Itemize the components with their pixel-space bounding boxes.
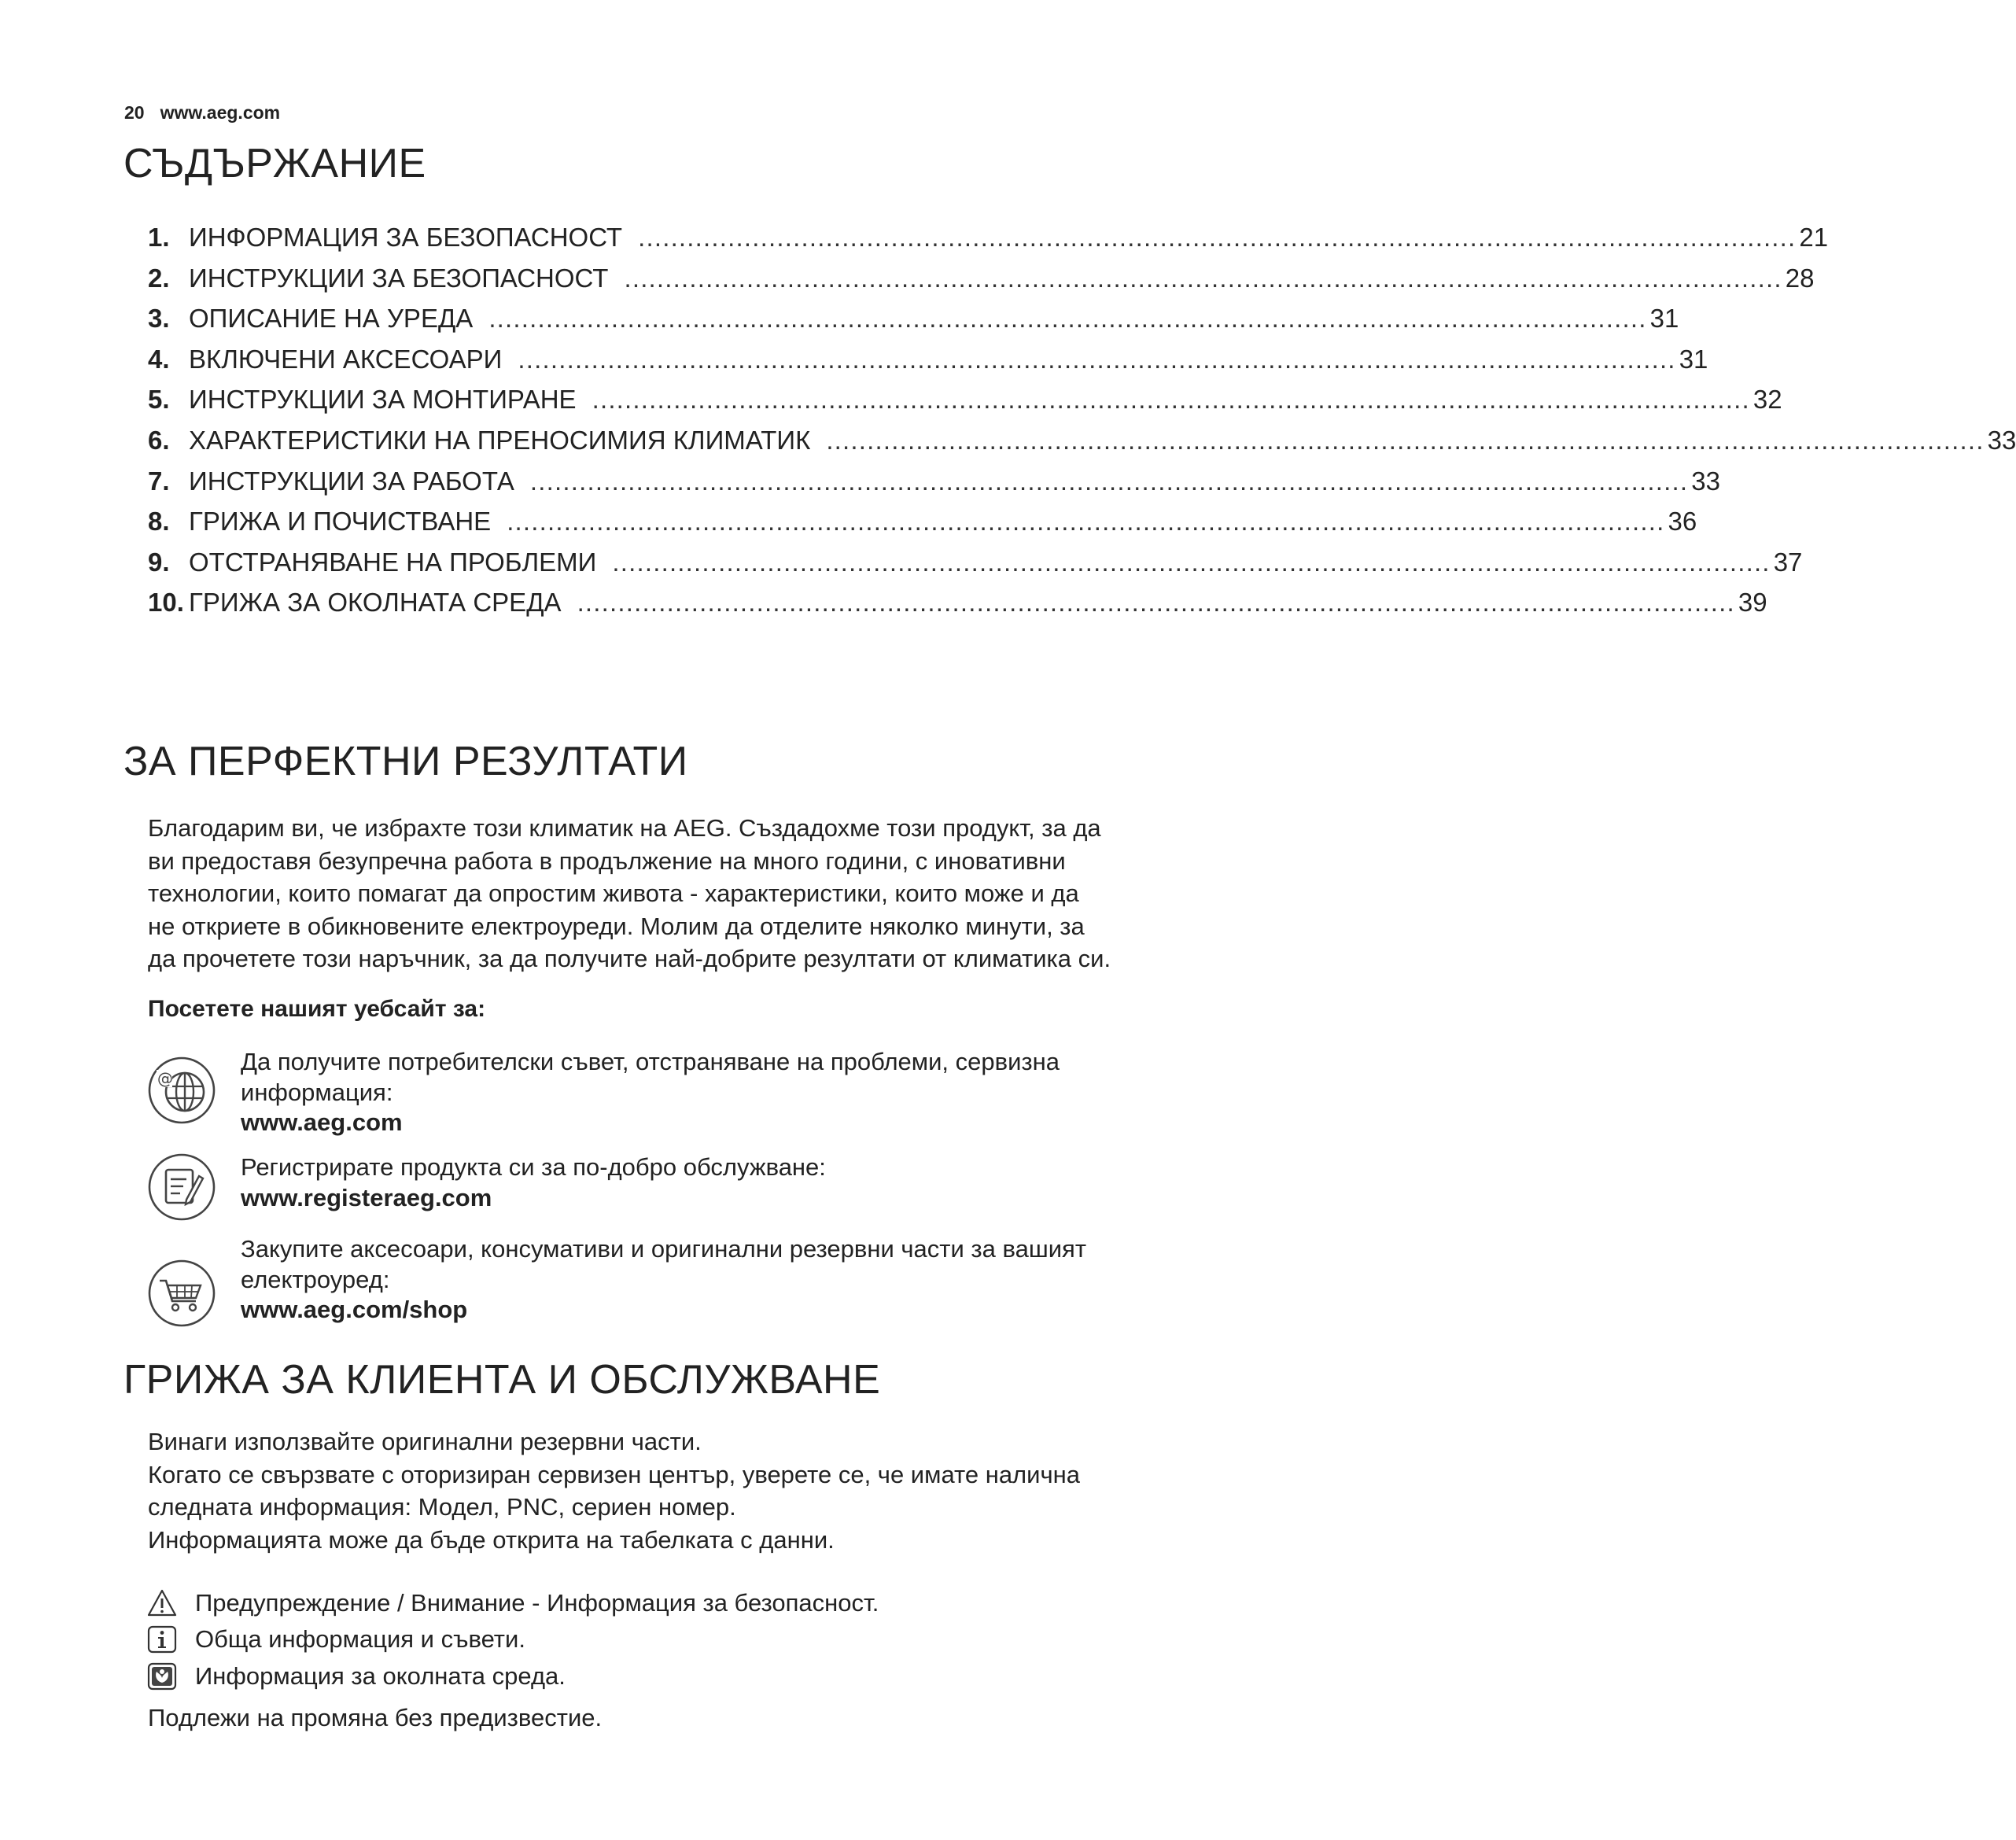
toc-entry-3[interactable] xyxy=(148,298,1679,339)
visit-item-text: Закупите аксесоари, консумативи и оригинални резервни части за вашият xyxy=(241,1235,1087,1263)
legend-info xyxy=(146,1624,525,1655)
toc-entry-title: ОПИСАНИЕ НА УРЕДА xyxy=(189,304,474,334)
toc-leader-dots: .............................................................................................................................................. xyxy=(612,547,1771,577)
intro-line: да прочетете този наръчник, за да получите най-добрите резултати от климатика си. xyxy=(148,945,1111,973)
visit-website-title: Посетете нашият уебсайт за: xyxy=(148,996,486,1022)
toc-entry-number: 10. xyxy=(148,588,184,618)
toc-entry-8[interactable] xyxy=(148,501,1697,542)
toc-entry-page: 28 xyxy=(1785,263,1815,293)
toc-entry-number: 1. xyxy=(148,223,170,252)
toc-leader-dots: .............................................................................................................................................. xyxy=(507,507,1665,537)
toc-entry-number: 7. xyxy=(148,466,170,496)
shop-website-link[interactable]: www.aeg.com/shop xyxy=(241,1296,468,1323)
toc-leader-dots: .............................................................................................................................................. xyxy=(529,466,1689,496)
toc-entry-title: ИНСТРУКЦИИ ЗА МОНТИРАНЕ xyxy=(189,385,577,415)
toc-entry-6[interactable] xyxy=(148,420,2016,461)
footer-note: Подлежи на промяна без предизвестие. xyxy=(148,1704,603,1731)
intro-line: ви предоставя безупречна работа в продължение на много години, с иновативни xyxy=(148,846,1066,875)
table-of-contents xyxy=(148,217,2016,623)
customer-care-paragraph xyxy=(148,1425,1218,1556)
toc-leader-dots: .............................................................................................................................................. xyxy=(577,588,1735,618)
visit-item-shop xyxy=(241,1234,1200,1326)
page-number: 20 xyxy=(124,102,145,123)
register-website-link[interactable]: www.registeraeg.com xyxy=(241,1183,492,1211)
toc-entry-5[interactable] xyxy=(148,379,1782,420)
toc-entry-title: ВКЛЮЧЕНИ АКСЕСОАРИ xyxy=(189,344,503,374)
toc-entry-number: 4. xyxy=(148,344,170,374)
toc-entry-number: 6. xyxy=(148,425,170,455)
toc-entry-page: 39 xyxy=(1738,588,1767,618)
toc-entry-page: 33 xyxy=(1691,466,1720,496)
intro-paragraph xyxy=(148,812,1202,975)
intro-line: не откриете в обикновените електроуреди. Молим да отделите няколко минути, за xyxy=(148,912,1085,940)
toc-entry-page: 37 xyxy=(1773,547,1803,577)
shopping-cart-icon xyxy=(147,1259,216,1328)
perfect-results-heading: ЗА ПЕРФЕКТНИ РЕЗУЛТАТИ xyxy=(123,739,688,784)
legend-environment xyxy=(146,1661,566,1692)
toc-entry-10[interactable] xyxy=(148,582,1767,623)
toc-entry-title: ГРИЖА ЗА ОКОЛНАТА СРЕДА xyxy=(189,588,562,618)
legend-warning xyxy=(146,1587,879,1619)
visit-item-text: електроуред: xyxy=(241,1265,390,1293)
toc-entry-title: ИНСТРУКЦИИ ЗА РАБОТА xyxy=(189,466,514,496)
toc-entry-2[interactable] xyxy=(148,258,1815,299)
toc-entry-page: 36 xyxy=(1668,507,1697,537)
toc-entry-number: 2. xyxy=(148,263,170,293)
toc-entry-title: ИНФОРМАЦИЯ ЗА БЕЗОПАСНОСТ xyxy=(189,223,623,252)
toc-entry-title: ГРИЖА И ПОЧИСТВАНЕ xyxy=(189,507,492,537)
care-line: Винаги използвайте оригинални резервни части. xyxy=(148,1428,702,1455)
legend-text: Информация за околната среда. xyxy=(195,1662,566,1690)
care-line: Информацията може да бъде открита на табелката с данни. xyxy=(148,1525,835,1554)
toc-leader-dots: .............................................................................................................................................. xyxy=(488,304,1647,334)
toc-entry-number: 9. xyxy=(148,547,170,577)
website-link[interactable]: www.aeg.com xyxy=(160,102,281,123)
toc-entry-page: 31 xyxy=(1679,344,1708,374)
support-website-link[interactable]: www.aeg.com xyxy=(241,1108,403,1136)
intro-line: технологии, които помагат да опростим живота - характеристики, които може и да xyxy=(148,879,1079,908)
svg-text:@: @ xyxy=(157,1069,173,1088)
toc-entry-1[interactable] xyxy=(148,217,1829,258)
toc-leader-dots: .............................................................................................................................................. xyxy=(518,344,1676,374)
intro-line: Благодарим ви, че избрахте този климатик на AEG. Създадохме този продукт, за да xyxy=(148,814,1101,842)
toc-entry-title: ОТСТРАНЯВАНЕ НА ПРОБЛЕМИ xyxy=(189,547,597,577)
toc-entry-page: 31 xyxy=(1649,304,1679,334)
legend-text: Обща информация и съвети. xyxy=(195,1625,525,1653)
toc-entry-number: 5. xyxy=(148,385,170,415)
environment-icon xyxy=(146,1661,178,1692)
globe-icon xyxy=(147,1056,216,1125)
customer-care-heading: ГРИЖА ЗА КЛИЕНТА И ОБСЛУЖВАНЕ xyxy=(123,1357,881,1403)
register-icon xyxy=(147,1152,216,1222)
page-header xyxy=(124,102,280,124)
toc-entry-number: 8. xyxy=(148,507,170,537)
visit-item-support xyxy=(241,1047,1200,1138)
toc-entry-page: 32 xyxy=(1752,385,1782,415)
care-line: Когато се свързвате с оторизиран сервизен център, уверете се, че имате налична xyxy=(148,1460,1080,1488)
toc-heading: СЪДЪРЖАНИЕ xyxy=(123,141,426,186)
toc-leader-dots: .............................................................................................................................................. xyxy=(826,425,1985,455)
toc-entry-7[interactable] xyxy=(148,461,1720,502)
toc-leader-dots: .............................................................................................................................................. xyxy=(638,223,1797,252)
legend-text: Предупреждение / Внимание - Информация за безопасност. xyxy=(195,1589,879,1617)
toc-entry-title: ИНСТРУКЦИИ ЗА БЕЗОПАСНОСТ xyxy=(189,263,609,293)
toc-entry-page: 33 xyxy=(1987,425,2016,455)
info-icon xyxy=(146,1624,178,1655)
visit-item-text: Да получите потребителски съвет, отстраняване на проблеми, сервизна xyxy=(241,1048,1060,1075)
visit-item-text: Регистрирате продукта си за по-добро обслужване: xyxy=(241,1153,826,1181)
toc-entry-number: 3. xyxy=(148,304,170,334)
warning-icon xyxy=(146,1587,178,1619)
toc-entry-9[interactable] xyxy=(148,542,1803,583)
visit-item-register xyxy=(241,1152,1200,1213)
care-line: следната информация: Модел, PNC, сериен номер. xyxy=(148,1493,736,1521)
toc-leader-dots: .............................................................................................................................................. xyxy=(592,385,1750,415)
toc-entry-title: ХАРАКТЕРИСТИКИ НА ПРЕНОСИМИЯ КЛИМАТИК xyxy=(189,425,811,455)
toc-entry-page: 21 xyxy=(1799,223,1829,252)
toc-entry-4[interactable] xyxy=(148,339,1708,380)
toc-leader-dots: .............................................................................................................................................. xyxy=(624,263,1782,293)
visit-item-text: информация: xyxy=(241,1078,393,1106)
